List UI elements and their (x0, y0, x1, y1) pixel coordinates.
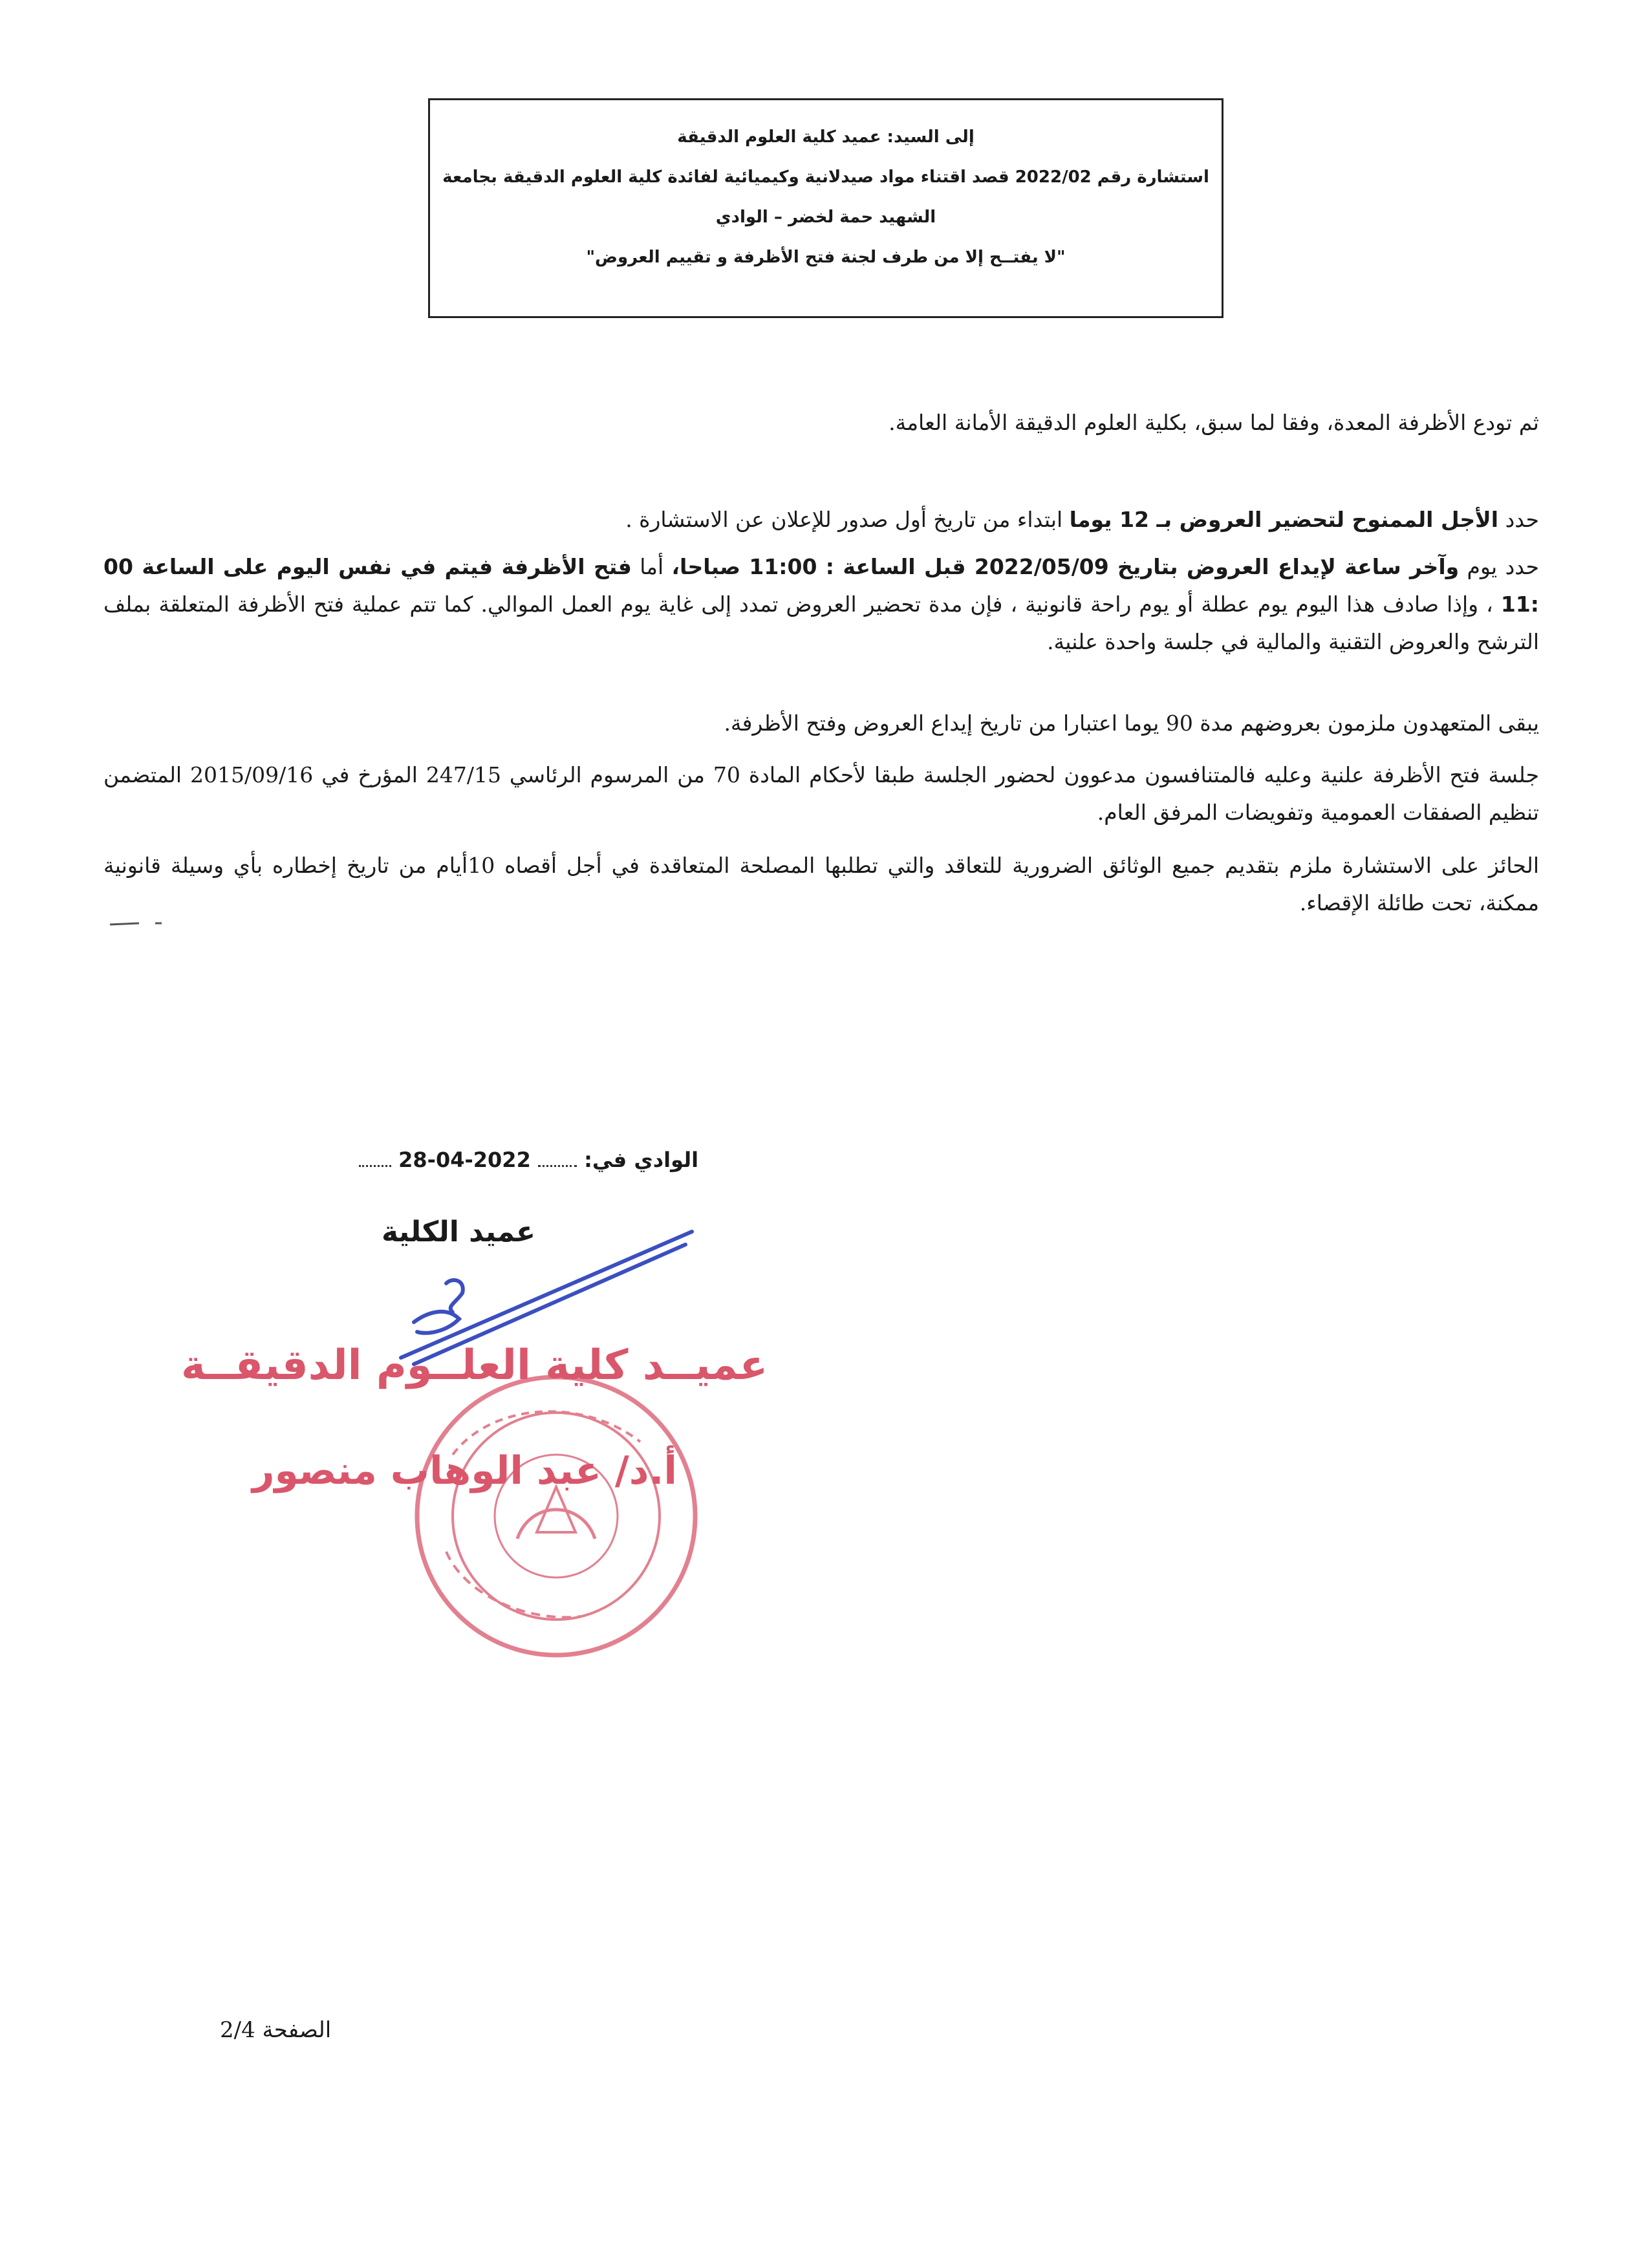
deposit-date-mid: أما (640, 554, 664, 579)
deposit-text: ثم تودع الأظرفة المعدة، وفقا لما سبق، بكلية العلوم الدقيقة الأمانة العامة. (889, 410, 1539, 435)
do-not-open-note: "لا يفتــح إلا من طرف لجنة فتح الأظرفة و تقييم العروض" (586, 248, 1066, 267)
stray-mark (110, 923, 162, 925)
deposit-date-prefix: حدد يوم (1467, 554, 1540, 579)
holder-text: الحائز على الاستشارة ملزم بتقديم جميع الوثائق الضرورية للتعاقد والتي تطلبها المصلحة المتعاقدة في أجل أقصاه 10أيام من تاريخ إخطاره بأي وسيلة قانونية ممكنة، تحت طائلة الإقصاء. (103, 853, 1539, 915)
deposit-deadline: وآخر ساعة لإيداع العروض بتاريخ 2022/05/09 قبل الساعة : 11:00 صباحا، (671, 554, 1460, 579)
official-seal-icon (417, 1377, 695, 1655)
deadline-prefix: حدد (1505, 507, 1539, 532)
session-text: جلسة فتح الأظرفة علنية وعليه فالمتنافسون مدعوون لحضور الجلسة طبقا لأحكام المادة 70 من المرسوم الرئاسي 247/15 المؤرخ في 2015/09/16 المتضمن تنظيم الصفقات العمومية وتفويضات المرفق العام. (103, 762, 1539, 825)
university-line: الشهيد حمة لخضر – الوادي (715, 208, 936, 227)
validity-text: يبقى المتعهدون ملزمون بعروضهم مدة 90 يوما اعتبارا من تاريخ إيداع العروض وفتح الأظرفة. (724, 711, 1539, 736)
stamp-title: عميــد كلية العلــوم الدقيقــة (181, 1342, 768, 1389)
stamp-name: أ.د/ عبد الوهاب منصور (252, 1448, 677, 1493)
deadline-days: الأجل الممنوح لتحضير العروض بـ 12 يوما (1069, 507, 1499, 532)
dean-title: عميد الكلية (382, 1215, 536, 1248)
page-number: الصفحة 2/4 (220, 2017, 332, 2043)
deposit-date-rest: ، وإذا صادف هذا اليوم يوم عطلة أو يوم راحة قانونية ، فإن مدة تحضير العروض تمدد إلى غاية يوم العمل الموالي. كما تتم عملية فتح الأظرفة المتعلقة بملف الترشح والعروض التقنية والمالية في جلسة واحدة علنية. (103, 592, 1539, 654)
recipient-line: إلى السيد: عميد كلية العلوم الدقيقة (677, 127, 975, 147)
signature-date: 2022-04-28 (398, 1148, 531, 1172)
opening-time: فتح الأظرفة فيتم في نفس اليوم على الساعة 00 :11 (103, 554, 1539, 617)
consultation-title: استشارة رقم 2022/02 قصد اقتناء مواد صيدلانية وكيميائية لفائدة كلية العلوم الدقيقة بجامعة (442, 167, 1209, 187)
deadline-suffix: ابتداء من تاريخ أول صدور للإعلان عن الاستشارة . (625, 507, 1063, 532)
place-label: الوادي في: (584, 1148, 699, 1172)
